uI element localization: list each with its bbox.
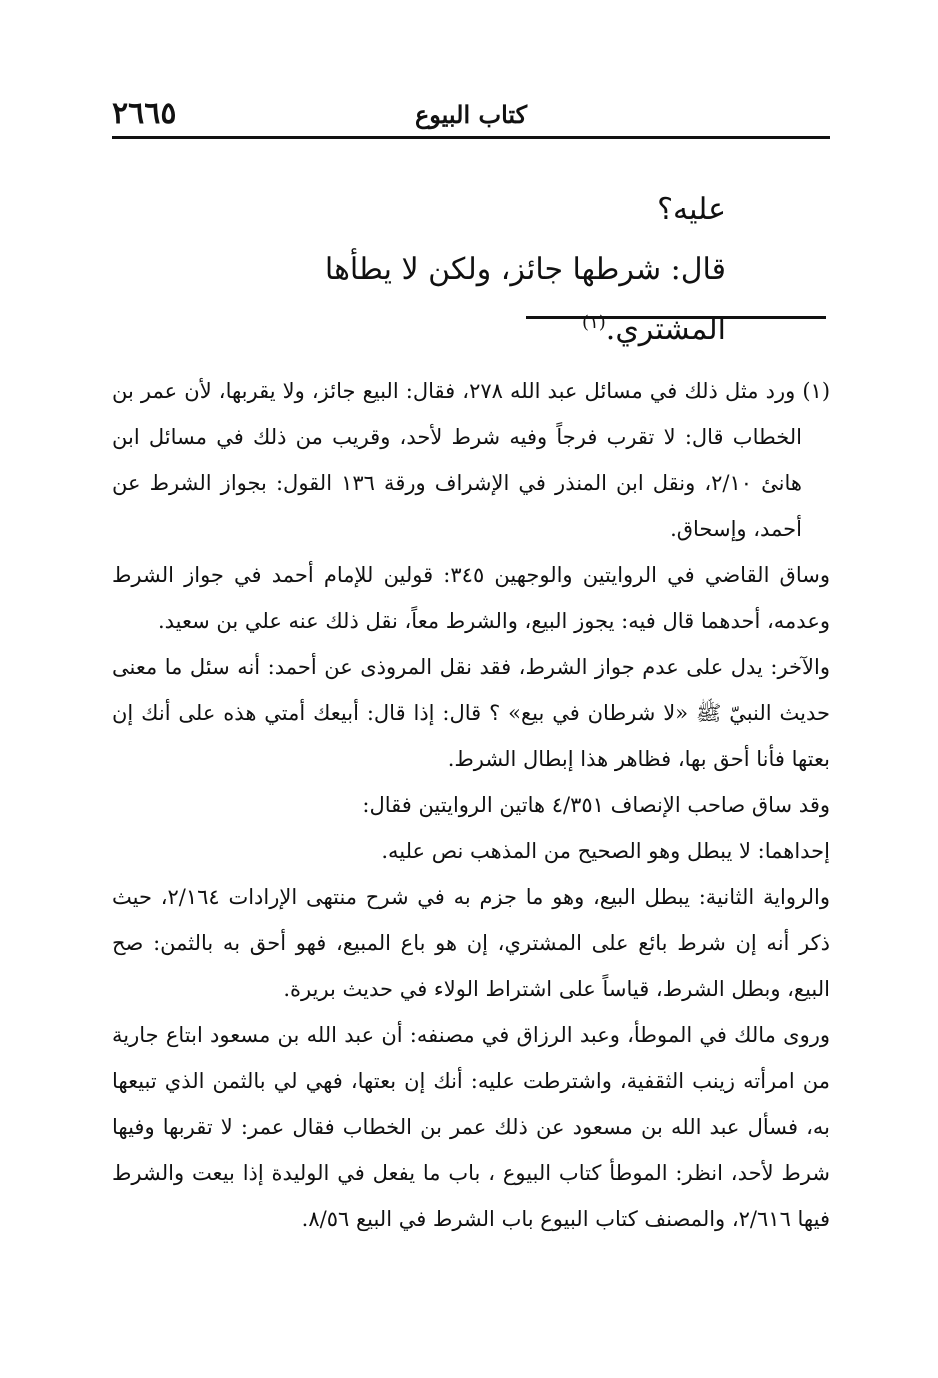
footnote-paragraph: والآخر: يدل على عدم جواز الشرط، فقد نقل المروذى عن أحمد: أنه سئل ما معنى حديث النبيّ ﷺ «لا شرطان في بيع» ؟ قال: إذا قال: أبيعك أمتي هذه على أنك إن بعتها فأنا أحق بها، فظاهر هذا إبطال الشرط. xyxy=(112,655,830,771)
footnotes-section xyxy=(112,368,830,1242)
main-line-1: عليه؟ xyxy=(657,192,726,227)
main-text xyxy=(206,180,726,360)
footnote-paragraph: وساق القاضي في الروايتين والوجهين ٣٤٥: قولين للإمام أحمد في جواز الشرط وعدمه، أحدهما قال فيه: يجوز البيع، والشرط معاً، نقل ذلك عنه علي بن سعيد. xyxy=(112,563,830,633)
footnote-paragraph: والرواية الثانية: يبطل البيع، وهو ما جزم به في شرح منتهى الإرادات ٢/١٦٤، حيث ذكر أنه إن شرط بائع على المشتري، إن هو باع المبيع، فهو أحق به بالثمن: صح البيع، وبطل الشرط، قياساً على اشتراط الولاء في حديث بريرة. xyxy=(112,885,830,1001)
page-number: ٢٦٦٥ xyxy=(112,96,177,131)
footnote-reference: (١) xyxy=(582,312,606,333)
footnote-paragraph: وروى مالك في الموطأ، وعبد الرزاق في مصنفه: أن عبد الله بن مسعود ابتاع جارية من امرأته زينب الثقفية، واشترطت عليه: أنك إن بعتها، فهي لي بالثمن الذي تبيعها به، فسأل عبد الله بن مسعود عن ذلك عمر بن الخطاب فقال عمر: لا تقربها وفيها شرط لأحد، انظر: الموطأ كتاب البيوع ، باب ما يفعل في الوليدة إذا بيعت والشرط فيها ٢/٦١٦، والمصنف كتاب البيوع باب الشرط في البيع ٨/٥٦. xyxy=(112,1023,830,1231)
chapter-title: كتاب البيوع xyxy=(414,100,528,129)
footnote-paragraph: وقد ساق صاحب الإنصاف ٤/٣٥١ هاتين الروايتين فقال: xyxy=(362,793,830,817)
page-header xyxy=(112,92,830,139)
main-line-2 xyxy=(206,240,726,360)
main-line-2-text: قال: شرطها جائز، ولكن لا يطأها المشتري. xyxy=(324,252,726,347)
footnote-paragraph: (١) ورد مثل ذلك في مسائل عبد الله ٢٧٨، فقال: البيع جائز، ولا يقربها، لأن عمر بن الخطاب قال: لا تقرب فرجاً وفيه شرط لأحد، وقريب من ذلك في مسائل ابن هانئ ٢/١٠، ونقل ابن المنذر في الإشراف ورقة ١٣٦ القول: بجواز الشرط عن أحمد، وإسحاق. xyxy=(112,379,831,541)
footnote-separator xyxy=(526,316,826,319)
footnote-paragraph: إحداهما: لا يبطل وهو الصحيح من المذهب نص عليه. xyxy=(381,839,830,863)
